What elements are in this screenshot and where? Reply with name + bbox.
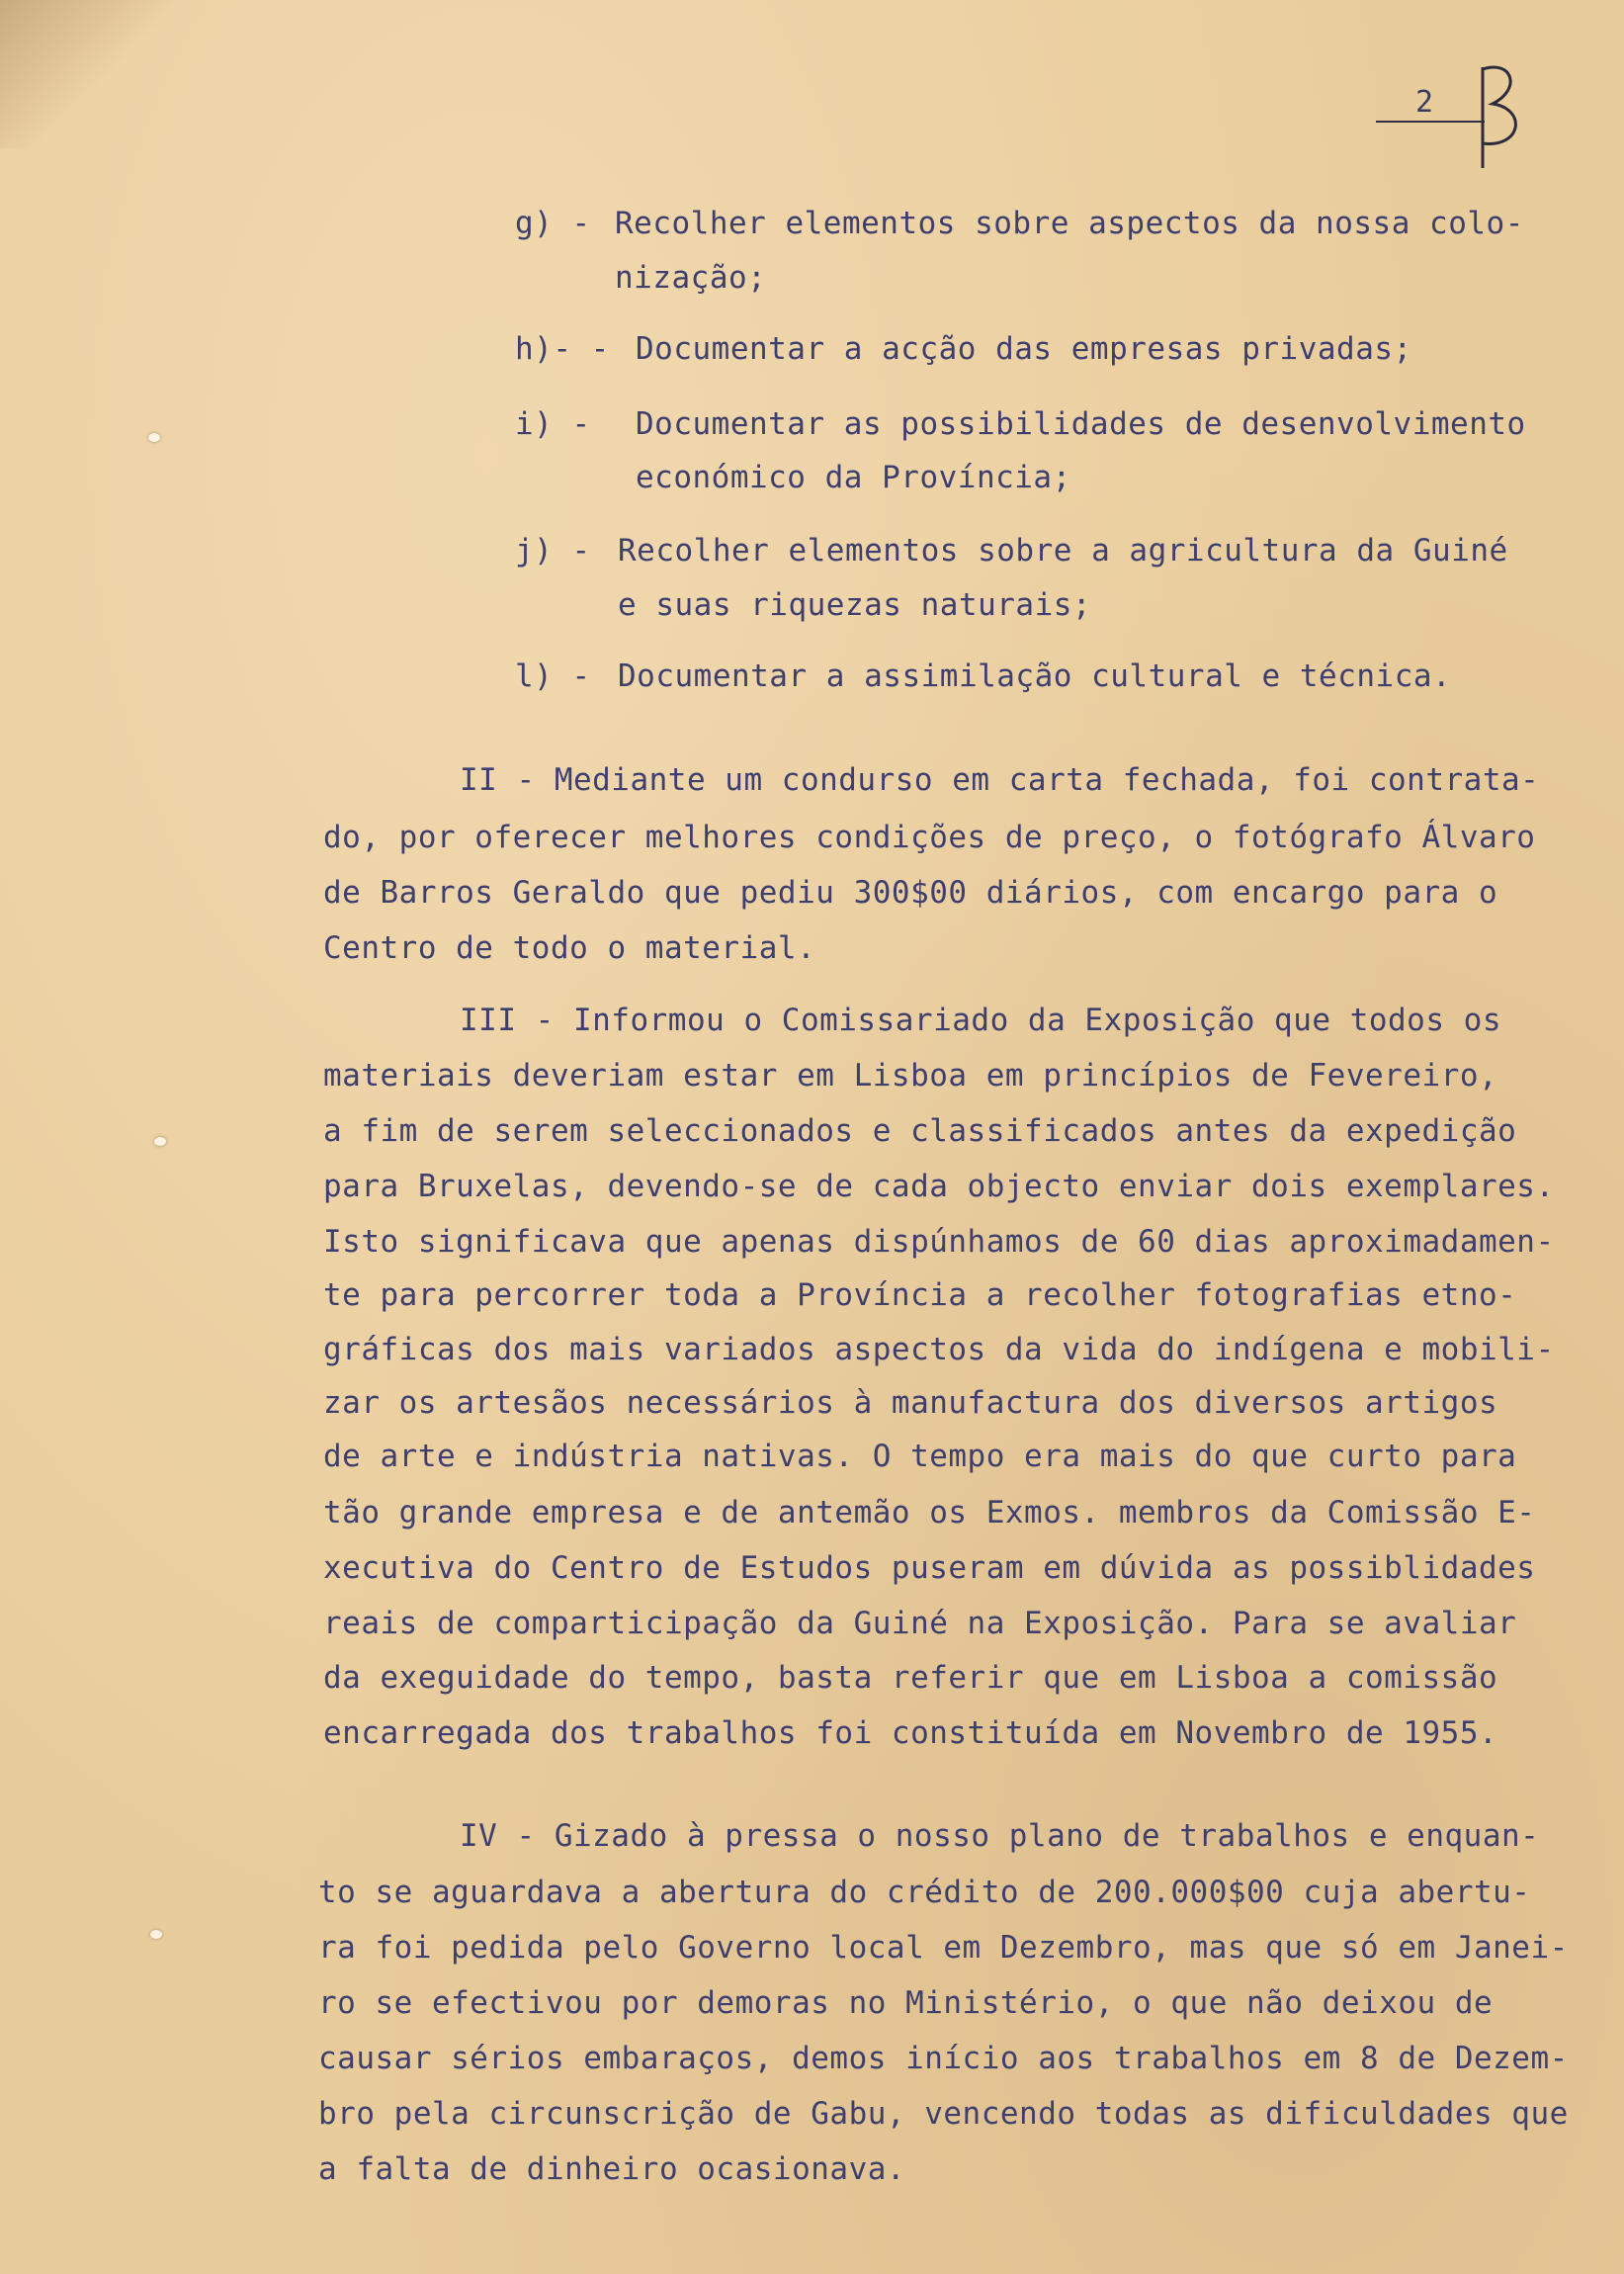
- paragraph-iii-line: da exeguidade do tempo, basta referir que em Lisboa a comissão: [323, 1660, 1498, 1696]
- paragraph-iii-line: zar os artesãos necessários à manufactura dos diversos artigos: [323, 1385, 1498, 1421]
- paragraph-ii-line: Centro de todo o material.: [323, 930, 816, 966]
- list-text-h-line1: Documentar a acção das empresas privadas;: [636, 331, 1412, 367]
- paragraph-iii-line: a fim de serem seleccionados e classificados antes da expedição: [323, 1113, 1517, 1149]
- paragraph-iii-line: de arte e indústria nativas. O tempo era mais do que curto para: [323, 1439, 1517, 1474]
- paragraph-iii-line: III - Informou o Comissariado da Exposição que todos os: [460, 1003, 1501, 1038]
- paragraph-iv-line: IV - Gizado à pressa o nosso plano de trabalhos e enquan-: [460, 1818, 1540, 1854]
- paragraph-ii-line: de Barros Geraldo que pediu 300$00 diários, com encargo para o: [323, 875, 1498, 911]
- paragraph-iii-line: Isto significava que apenas dispúnhamos de 60 dias aproximadamen-: [323, 1224, 1555, 1260]
- paragraph-iii-line: xecutiva do Centro de Estudos puseram em dúvida as possiblidades: [323, 1550, 1536, 1586]
- handwritten-folio-mark: [1453, 59, 1532, 178]
- punch-hole-mark: [150, 1930, 162, 1939]
- list-text-j-line2: e suas riquezas naturais;: [618, 587, 1092, 623]
- list-text-j-line1: Recolher elementos sobre a agricultura da Guiné: [618, 533, 1508, 568]
- list-text-g-line1: Recolher elementos sobre aspectos da nossa colo-: [615, 206, 1524, 241]
- list-marker-l: l) -: [515, 658, 591, 694]
- paragraph-iv-line: bro pela circunscrição de Gabu, vencendo todas as dificuldades que: [318, 2096, 1569, 2132]
- paragraph-iii-line: te para percorrer toda a Província a recolher fotografias etno-: [323, 1277, 1517, 1313]
- paragraph-iii-line: para Bruxelas, devendo-se de cada objecto enviar dois exemplares.: [323, 1169, 1555, 1204]
- paragraph-iii-line: tão grande empresa e de antemão os Exmos. membros da Comissão E-: [323, 1495, 1536, 1531]
- paragraph-ii-line: do, por oferecer melhores condições de preço, o fotógrafo Álvaro: [323, 820, 1536, 855]
- list-marker-g: g) -: [515, 206, 591, 241]
- punch-hole-mark: [154, 1137, 166, 1146]
- list-text-i-line1: Documentar as possibilidades de desenvolvimento: [636, 406, 1526, 442]
- paragraph-iv-line: ra foi pedida pelo Governo local em Dezembro, mas que só em Janei-: [318, 1930, 1569, 1966]
- paper-corner-shadow: [0, 0, 188, 148]
- paragraph-iv-line: causar sérios embaraços, demos início aos trabalhos em 8 de Dezem-: [318, 2041, 1569, 2076]
- list-text-l-line1: Documentar a assimilação cultural e técnica.: [618, 658, 1452, 694]
- list-text-i-line2: económico da Província;: [636, 460, 1071, 495]
- list-text-g-line2: nização;: [615, 260, 767, 296]
- paragraph-iv-line: to se aguardava a abertura do crédito de 200.000$00 cuja abertu-: [318, 1875, 1531, 1910]
- page-number: 2: [1415, 85, 1434, 120]
- paragraph-iii-line: reais de comparticipação da Guiné na Exposição. Para se avaliar: [323, 1606, 1517, 1641]
- punch-hole-mark: [148, 433, 160, 442]
- paragraph-iii-line: encarregada dos trabalhos foi constituída em Novembro de 1955.: [323, 1715, 1498, 1751]
- paragraph-iii-line: materiais deveriam estar em Lisboa em princípios de Fevereiro,: [323, 1058, 1498, 1093]
- list-marker-j: j) -: [515, 533, 591, 568]
- paragraph-ii-line: II - Mediante um condurso em carta fechada, foi contrata-: [460, 762, 1540, 798]
- list-marker-h: h)- -: [515, 331, 610, 367]
- list-marker-i: i) -: [515, 406, 591, 442]
- paragraph-iii-line: gráficas dos mais variados aspectos da vida do indígena e mobili-: [323, 1332, 1555, 1367]
- paragraph-iv-line: a falta de dinheiro ocasionava.: [318, 2151, 906, 2187]
- paragraph-iv-line: ro se efectivou por demoras no Ministério, o que não deixou de: [318, 1985, 1494, 2021]
